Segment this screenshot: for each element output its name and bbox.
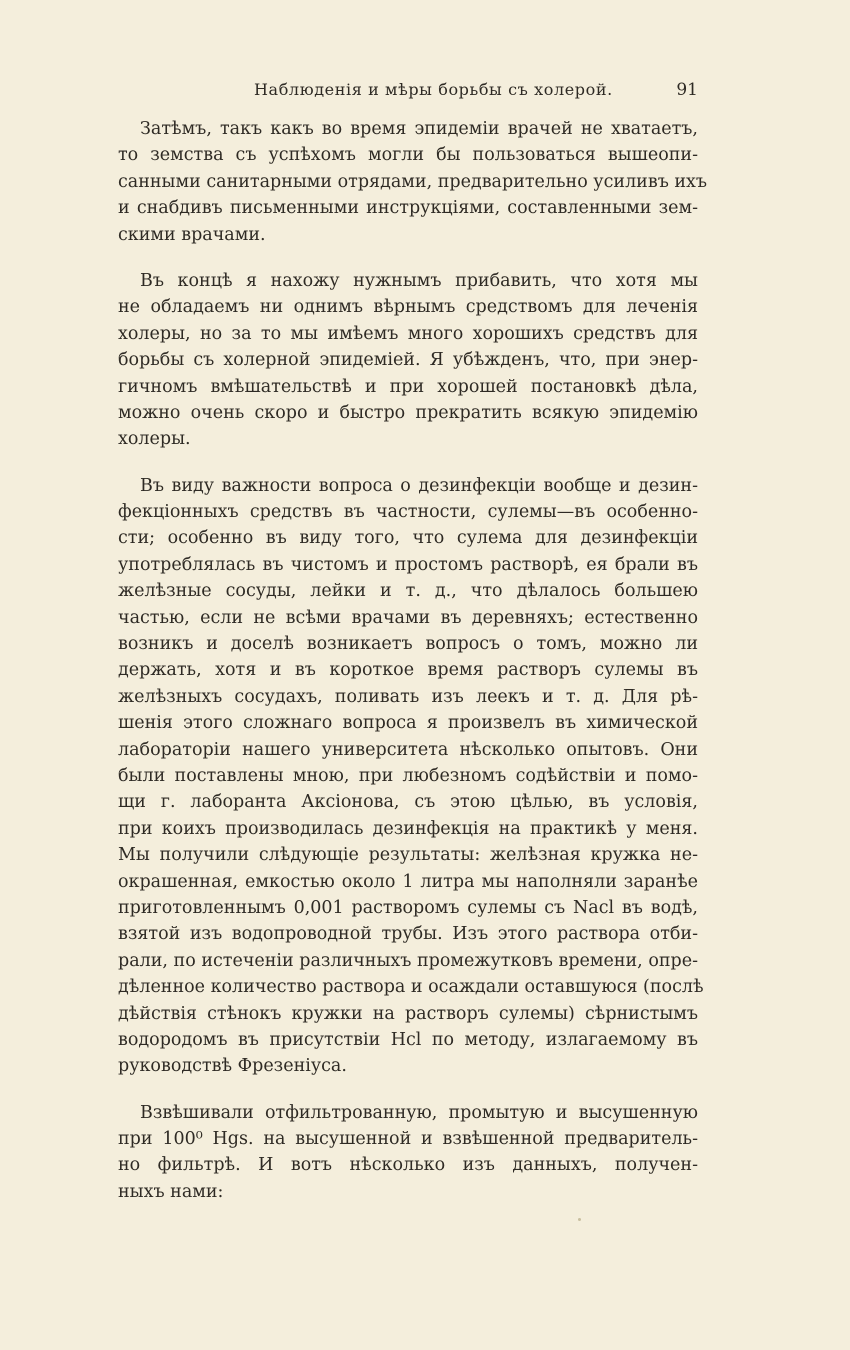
text-line: дѣйствія стѣнокъ кружки на растворъ сулемы) сѣрнистымъ: [118, 1003, 698, 1024]
paragraph-1: [118, 116, 708, 248]
paragraph-3: [118, 473, 704, 1080]
text-line: шенія этого сложнаго вопроса я произвелъ въ химической: [118, 713, 698, 734]
running-header: [118, 78, 698, 104]
text-line: частью, если не всѣми врачами въ деревняхъ; естественно: [118, 607, 698, 628]
paragraph-4: [118, 1100, 698, 1206]
text-line: санными санитарными отрядами, предварительно усиливъ ихъ: [118, 171, 708, 192]
running-title: Наблюденія и мѣры борьбы съ холерой.: [254, 80, 613, 99]
text-line: Въ виду важности вопроса о дезинфекціи вообще и дезин-: [140, 475, 698, 496]
text-line: при 100⁰ Hgs. на высушенной и взвѣшенной предваритель-: [118, 1129, 698, 1150]
paragraph-2: [118, 268, 698, 453]
page-number: 91: [676, 80, 698, 100]
body-text: [118, 116, 708, 1225]
text-line: держать, хотя и въ короткое время растворъ сулемы въ: [118, 660, 698, 681]
text-line: борьбы съ холерной эпидеміей. Я убѣжденъ, что, при энер-: [118, 350, 698, 371]
text-line: были поставлены мною, при любезномъ содѣйствіи и помо-: [118, 765, 698, 786]
paper-speck: [578, 1218, 581, 1221]
text-line: скими врачами.: [118, 224, 266, 245]
text-line: взятой изъ водопроводной трубы. Изъ этого раствора отби-: [118, 924, 698, 945]
text-line: приготовленнымъ 0,001 растворомъ сулемы съ Nacl въ водѣ,: [118, 897, 698, 918]
text-line: холеры.: [118, 429, 191, 450]
text-line: Въ концѣ я нахожу нужнымъ прибавить, что хотя мы: [140, 270, 698, 291]
text-line: употреблялась въ чистомъ и простомъ растворѣ, ея брали въ: [118, 554, 698, 575]
text-line: Затѣмъ, такъ какъ во время эпидеміи врачей не хватаетъ,: [140, 119, 698, 139]
text-line: сти; особенно въ виду того, что сулема для дезинфекціи: [118, 528, 698, 549]
text-line: желѣзные сосуды, лейки и т. д., что дѣлалось большею: [118, 581, 698, 602]
text-line: Мы получили слѣдующіе результаты: желѣзная кружка не-: [118, 845, 698, 866]
text-line: Взвѣшивали отфильтрованную, промытую и высушенную: [140, 1102, 698, 1123]
text-line: ныхъ нами:: [118, 1181, 224, 1202]
text-line: рали, по истеченіи различныхъ промежутковъ времени, опре-: [118, 950, 698, 971]
text-line: и снабдивъ письменными инструкціями, составленными зем-: [118, 198, 698, 219]
text-line: лабораторіи нашего университета нѣсколько опытовъ. Они: [118, 739, 698, 760]
text-line: при коихъ производилась дезинфекція на практикѣ у меня.: [118, 818, 698, 839]
text-line: фекціонныхъ средствъ въ частности, сулемы—въ особенно-: [118, 502, 698, 523]
text-line: щи г. лаборанта Аксіонова, съ этою цѣлью, въ условія,: [118, 792, 698, 813]
text-line: гичномъ вмѣшательствѣ и при хорошей постановкѣ дѣла,: [118, 376, 698, 397]
text-line: холеры, но за то мы имѣемъ много хорошихъ средствъ для: [118, 323, 698, 344]
text-line: желѣзныхъ сосудахъ, поливать изъ леекъ и т. д. Для рѣ-: [118, 686, 698, 707]
text-line: то земства съ успѣхомъ могли бы пользоваться вышеопи-: [118, 145, 698, 166]
text-line: водородомъ въ присутствіи Hcl по методу, излагаемому въ: [118, 1029, 698, 1050]
text-line: но фильтрѣ. И вотъ нѣсколько изъ данныхъ, получен-: [118, 1155, 698, 1176]
text-line: дѣленное количество раствора и осаждали оставшуюся (послѣ: [118, 977, 704, 998]
text-line: можно очень скоро и быстро прекратить всякую эпидемію: [118, 402, 698, 423]
text-line: окрашенная, емкостью около 1 литра мы наполняли заранѣе: [118, 871, 698, 892]
text-line: руководствѣ Фрезеніуса.: [118, 1056, 347, 1077]
text-line: не обладаемъ ни однимъ вѣрнымъ средствомъ для леченія: [118, 297, 698, 318]
text-line: возникъ и доселѣ возникаетъ вопросъ о томъ, можно ли: [118, 634, 698, 655]
